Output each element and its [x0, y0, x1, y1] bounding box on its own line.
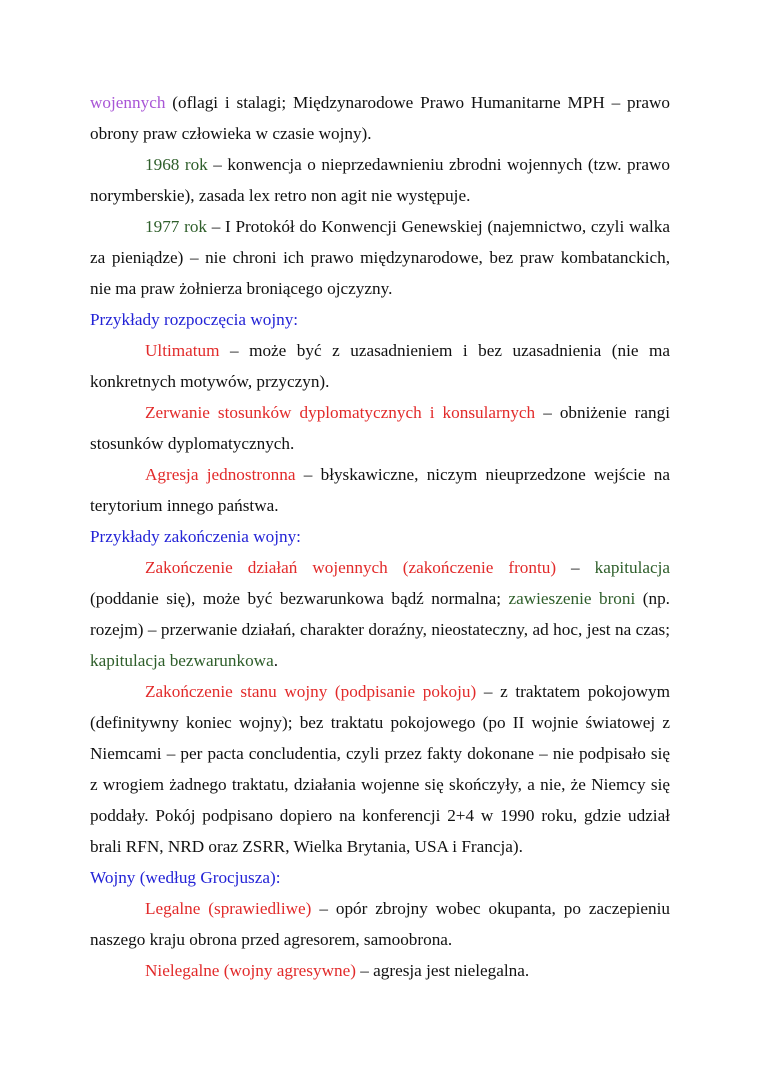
- term-severance: Zerwanie stosunków dyplomatycznych i konsularnych: [145, 403, 536, 422]
- paragraph-end-state-of-war: [90, 676, 670, 862]
- heading-grotius-wars: Wojny (według Grocjusza):: [90, 868, 281, 887]
- text: (np. rozejm) – przerwanie działań, charakter doraźny, nieostateczny, ad hoc, jest na czas;: [90, 589, 670, 639]
- text: .: [273, 651, 279, 670]
- text: – obniżenie rangi stosunków dyplomatycznych.: [90, 403, 670, 453]
- text: – błyskawiczne, niczym nieuprzedzone wejście na terytorium innego państwa.: [90, 465, 670, 515]
- term-ceasefire: zawieszenie broni: [508, 589, 636, 608]
- paragraph-end-hostilities: [90, 552, 670, 676]
- document-page: [90, 87, 670, 986]
- text: (poddanie się), może być bezwarunkowa bądź normalna;: [90, 589, 509, 608]
- term-wojennych: wojennych: [90, 93, 166, 112]
- term-end-hostilities: Zakończenie działań wojennych (zakończenie frontu): [145, 558, 557, 577]
- term-unconditional-capitulation: kapitulacja bezwarunkowa: [90, 651, 274, 670]
- term-aggression: Agresja jednostronna: [145, 465, 296, 484]
- heading-war-end-examples: Przykłady zakończenia wojny:: [90, 527, 301, 546]
- heading-war-start-examples: Przykłady rozpoczęcia wojny:: [90, 310, 299, 329]
- term-illegal-wars: Nielegalne (wojny agresywne): [145, 961, 356, 980]
- paragraph-severance: [90, 397, 670, 459]
- term-1977: 1977 rok: [145, 217, 208, 236]
- paragraph-illegal-wars: [90, 955, 670, 986]
- term-1968: 1968 rok: [145, 155, 208, 174]
- text: (oflagi i stalagi; Międzynarodowe Prawo Humanitarne MPH – prawo obrony praw człowieka w czasie wojny).: [90, 93, 670, 143]
- text: –: [556, 558, 595, 577]
- text: – może być z uzasadnieniem i bez uzasadnienia (nie ma konkretnych motywów, przyczyn).: [90, 341, 670, 391]
- paragraph-legal-wars: [90, 893, 670, 955]
- text: – konwencja o nieprzedawnieniu zbrodni wojennych (tzw. prawo norymberskie), zasada lex retro non agit nie występuje.: [90, 155, 670, 205]
- paragraph-aggression: [90, 459, 670, 521]
- text: – agresja jest nielegalna.: [355, 961, 530, 980]
- term-legal-wars: Legalne (sprawiedliwe): [145, 899, 312, 918]
- text: – opór zbrojny wobec okupanta, po zaczepieniu naszego kraju obrona przed agresorem, samoobrona.: [90, 899, 670, 949]
- paragraph-ultimatum: [90, 335, 670, 397]
- text: – I Protokół do Konwencji Genewskiej (najemnictwo, czyli walka za pieniądze) – nie chroni ich prawo międzynarodowe, bez praw kombatanckich, nie ma praw żołnierza broniącego ojczyzny.: [90, 217, 670, 298]
- term-end-state-of-war: Zakończenie stanu wojny (podpisanie pokoju): [145, 682, 477, 701]
- term-capitulation: kapitulacja: [594, 558, 671, 577]
- paragraph-pow-camps: [90, 87, 670, 149]
- text: – z traktatem pokojowym (definitywny koniec wojny); bez traktatu pokojowego (po II wojnie światowej z Niemcami – per pacta concludentia, czyli przez fakty dokonane – nie podpisało się z wrogiem żadnego traktatu, działania wojenne się skończyły, a nie, że Niemcy się poddały. Pokój podpisano dopiero na konferencji 2+4 w 1990 roku, gdzie udział brali RFN, NRD oraz ZSRR, Wielka Brytania, USA i Francja).: [90, 682, 670, 856]
- term-ultimatum: Ultimatum: [145, 341, 220, 360]
- paragraph-1968: [90, 149, 670, 211]
- paragraph-1977: [90, 211, 670, 304]
